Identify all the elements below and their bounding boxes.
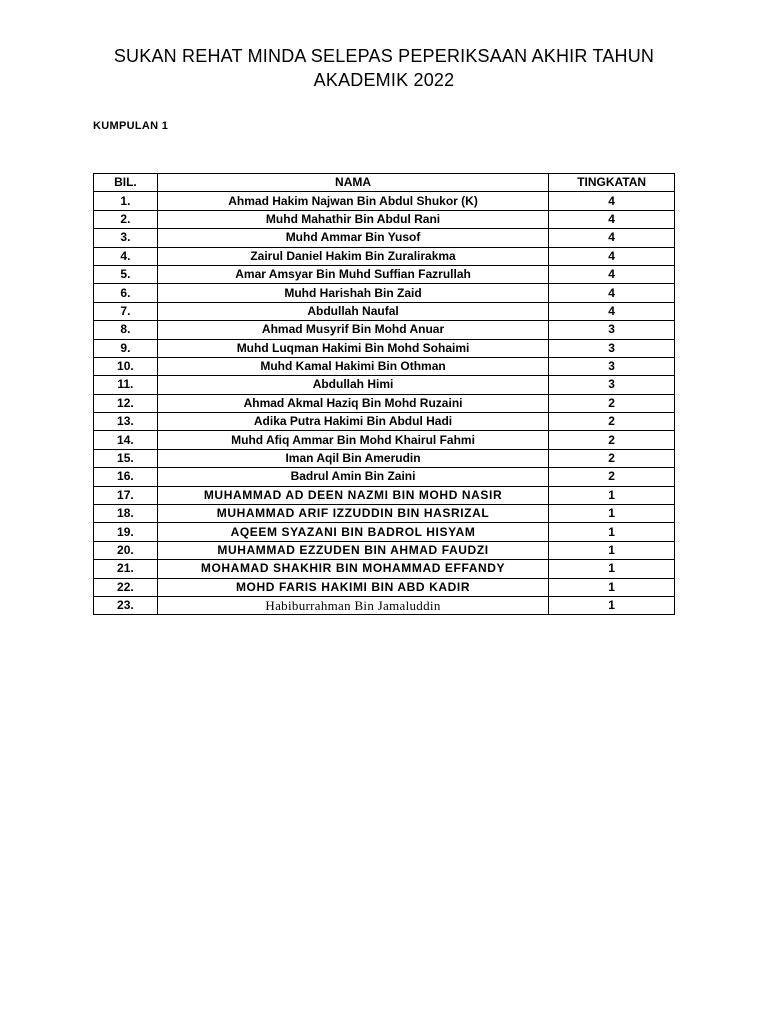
document-title-line-1: SUKAN REHAT MINDA SELEPAS PEPERIKSAAN AKHIR TAHUN: [113, 46, 655, 66]
cell-bil: 14.: [94, 431, 158, 449]
cell-nama: Habiburrahman Bin Jamaluddin: [157, 596, 548, 614]
table-row: [94, 247, 675, 265]
cell-nama: Amar Amsyar Bin Muhd Suffian Fazrullah: [157, 265, 548, 283]
cell-tingkatan: 1: [549, 578, 675, 596]
cell-bil: 1.: [94, 192, 158, 210]
cell-bil: 19.: [94, 523, 158, 541]
cell-tingkatan: 4: [549, 229, 675, 247]
cell-tingkatan: 4: [549, 210, 675, 228]
cell-bil: 9.: [94, 339, 158, 357]
table-row: [94, 413, 675, 431]
cell-bil: 15.: [94, 449, 158, 467]
cell-bil: 5.: [94, 265, 158, 283]
cell-nama: MUHAMMAD EZZUDEN BIN AHMAD FAUDZI: [157, 541, 548, 559]
table-row: [94, 394, 675, 412]
cell-bil: 3.: [94, 229, 158, 247]
header-bil: BIL.: [94, 174, 158, 192]
cell-nama: Abdullah Naufal: [157, 302, 548, 320]
cell-tingkatan: 1: [549, 541, 675, 559]
cell-bil: 12.: [94, 394, 158, 412]
table-row: [94, 210, 675, 228]
document-title: [0, 44, 768, 92]
cell-bil: 7.: [94, 302, 158, 320]
cell-tingkatan: 2: [549, 468, 675, 486]
group-label: KUMPULAN 1: [93, 120, 169, 132]
cell-tingkatan: 3: [549, 339, 675, 357]
table-row: [94, 468, 675, 486]
cell-nama: Zairul Daniel Hakim Bin Zuralirakma: [157, 247, 548, 265]
cell-nama: Abdullah Himi: [157, 376, 548, 394]
table-row: [94, 560, 675, 578]
cell-nama: Badrul Amin Bin Zaini: [157, 468, 548, 486]
header-nama: NAMA: [157, 174, 548, 192]
cell-nama: Ahmad Musyrif Bin Mohd Anuar: [157, 321, 548, 339]
cell-tingkatan: 3: [549, 357, 675, 375]
table-row: [94, 541, 675, 559]
cell-bil: 10.: [94, 357, 158, 375]
table-row: [94, 229, 675, 247]
cell-bil: 8.: [94, 321, 158, 339]
cell-nama: MUHAMMAD ARIF IZZUDDIN BIN HASRIZAL: [157, 505, 548, 523]
table-row: [94, 302, 675, 320]
cell-tingkatan: 3: [549, 321, 675, 339]
cell-nama: AQEEM SYAZANI BIN BADROL HISYAM: [157, 523, 548, 541]
cell-nama: Muhd Mahathir Bin Abdul Rani: [157, 210, 548, 228]
cell-tingkatan: 1: [549, 560, 675, 578]
table-row: [94, 486, 675, 504]
table-header-row: [94, 174, 675, 192]
cell-bil: 11.: [94, 376, 158, 394]
cell-nama: Muhd Afiq Ammar Bin Mohd Khairul Fahmi: [157, 431, 548, 449]
cell-bil: 21.: [94, 560, 158, 578]
cell-nama: Adika Putra Hakimi Bin Abdul Hadi: [157, 413, 548, 431]
cell-nama: Ahmad Hakim Najwan Bin Abdul Shukor (K): [157, 192, 548, 210]
cell-tingkatan: 1: [549, 486, 675, 504]
cell-bil: 13.: [94, 413, 158, 431]
table-row: [94, 321, 675, 339]
cell-tingkatan: 2: [549, 394, 675, 412]
header-tingkatan: TINGKATAN: [549, 174, 675, 192]
cell-tingkatan: 4: [549, 192, 675, 210]
cell-tingkatan: 1: [549, 523, 675, 541]
cell-bil: 16.: [94, 468, 158, 486]
table-row: [94, 431, 675, 449]
cell-bil: 2.: [94, 210, 158, 228]
cell-nama: Muhd Kamal Hakimi Bin Othman: [157, 357, 548, 375]
participant-table: [93, 173, 675, 615]
cell-nama: Muhd Harishah Bin Zaid: [157, 284, 548, 302]
cell-bil: 17.: [94, 486, 158, 504]
cell-bil: 18.: [94, 505, 158, 523]
cell-nama: Muhd Ammar Bin Yusof: [157, 229, 548, 247]
table-row: [94, 449, 675, 467]
cell-nama: Iman Aqil Bin Amerudin: [157, 449, 548, 467]
cell-tingkatan: 3: [549, 376, 675, 394]
cell-bil: 4.: [94, 247, 158, 265]
table-row: [94, 357, 675, 375]
table-row: [94, 376, 675, 394]
cell-bil: 6.: [94, 284, 158, 302]
table-row: [94, 192, 675, 210]
cell-tingkatan: 4: [549, 247, 675, 265]
cell-tingkatan: 2: [549, 431, 675, 449]
table-row: [94, 596, 675, 614]
cell-nama: Muhd Luqman Hakimi Bin Mohd Sohaimi: [157, 339, 548, 357]
cell-nama: Ahmad Akmal Haziq Bin Mohd Ruzaini: [157, 394, 548, 412]
cell-nama: MOHAMAD SHAKHIR BIN MOHAMMAD EFFANDY: [157, 560, 548, 578]
cell-tingkatan: 4: [549, 284, 675, 302]
table-row: [94, 339, 675, 357]
table-row: [94, 578, 675, 596]
cell-tingkatan: 4: [549, 302, 675, 320]
table-row: [94, 284, 675, 302]
cell-nama: MUHAMMAD AD DEEN NAZMI BIN MOHD NASIR: [157, 486, 548, 504]
cell-tingkatan: 1: [549, 596, 675, 614]
cell-tingkatan: 1: [549, 505, 675, 523]
cell-bil: 22.: [94, 578, 158, 596]
cell-tingkatan: 4: [549, 265, 675, 283]
cell-nama: MOHD FARIS HAKIMI BIN ABD KADIR: [157, 578, 548, 596]
cell-bil: 20.: [94, 541, 158, 559]
table-row: [94, 523, 675, 541]
cell-tingkatan: 2: [549, 449, 675, 467]
document-title-line-2: AKADEMIK 2022: [313, 70, 455, 90]
cell-bil: 23.: [94, 596, 158, 614]
table-row: [94, 505, 675, 523]
table-row: [94, 265, 675, 283]
cell-tingkatan: 2: [549, 413, 675, 431]
